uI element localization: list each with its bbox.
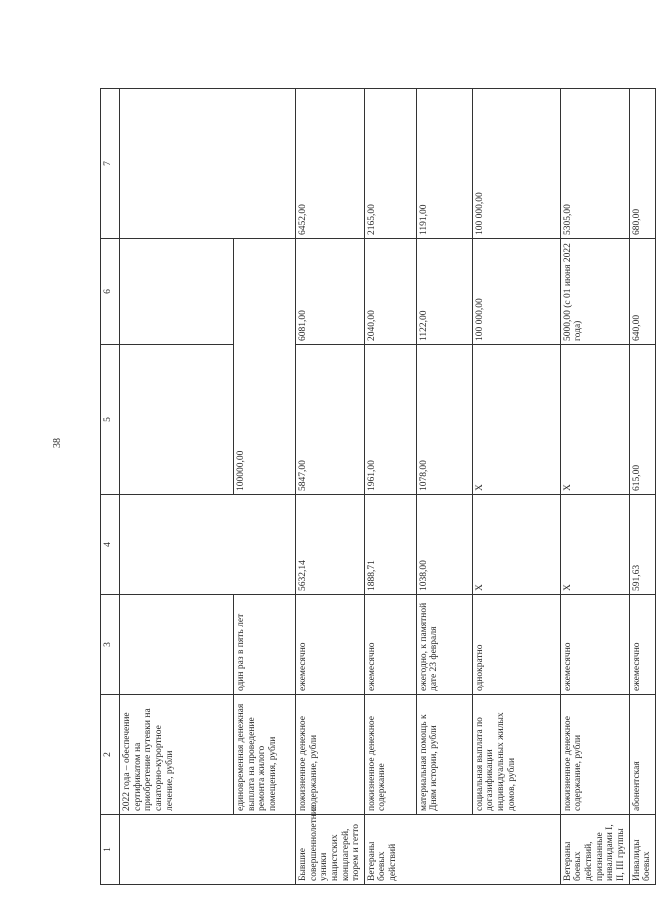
amount-cell	[120, 239, 234, 345]
amount-cell: X	[560, 345, 629, 495]
amount-cell: 640,00	[629, 239, 655, 345]
amount-cell: 5632,14	[296, 495, 365, 595]
rotated-table-container	[100, 89, 653, 885]
frequency-cell: один раз в пять лет	[234, 595, 296, 695]
frequency-cell	[120, 595, 234, 695]
category-cell: Ветераны боевых действий	[364, 815, 560, 885]
amount-cell: 5000,00 (с 01 июня 2022 года)	[560, 239, 629, 345]
category-cell	[120, 815, 296, 885]
amount-cell: 100 000,00	[472, 89, 560, 239]
header-cell: 5	[101, 345, 120, 495]
benefit-type-cell: пожизненное денежное содержание, рубли	[560, 695, 629, 815]
table-row	[472, 89, 560, 885]
amount-cell	[120, 495, 296, 595]
amount-cell: 100 000,00	[472, 239, 560, 345]
table-row	[629, 89, 655, 885]
frequency-cell: ежемесячно	[560, 595, 629, 695]
amount-cell: 680,00	[629, 89, 655, 239]
benefits-table	[100, 88, 656, 885]
amount-cell: 1078,00	[416, 345, 472, 495]
amount-cell: X	[560, 495, 629, 595]
header-cell: 1	[101, 815, 120, 885]
benefit-type-cell: единовременная денежная выплата на проведение ремонта жилого помещения, рубли	[234, 695, 296, 815]
benefit-type-cell: пожизненное денежное содержание	[364, 695, 416, 815]
category-cell: Инвалиды боевых	[629, 815, 655, 885]
table-row	[120, 89, 234, 885]
amount-cell-merged: 100000,00	[234, 239, 296, 495]
amount-cell: 2165,00	[364, 89, 416, 239]
amount-cell: 1191,00	[416, 89, 472, 239]
amount-cell: 1122,00	[416, 239, 472, 345]
amount-cell: 5305,00	[560, 89, 629, 239]
amount-cell: X	[472, 345, 560, 495]
benefit-type-cell: пожизненное денежное содержание, рубли	[296, 695, 365, 815]
benefit-type-cell: абонентская	[629, 695, 655, 815]
table-row	[416, 89, 472, 885]
amount-cell: X	[472, 495, 560, 595]
frequency-cell: ежегодно, к памятной дате 23 февраля	[416, 595, 472, 695]
amount-cell	[120, 345, 234, 495]
amount-cell: 6452,00	[296, 89, 365, 239]
page-number: 38	[52, 438, 63, 448]
benefit-type-cell: 2022 года – обеспечение сертификатом на приобретение путевки на санаторно-курортное лечение, рубли	[120, 695, 234, 815]
header-cell: 7	[101, 89, 120, 239]
amount-cell: 2040,00	[364, 239, 416, 345]
category-cell: Ветераны боевых действий, признанные инвалидами I, II, III группы	[560, 815, 629, 885]
frequency-cell: ежемесячно	[364, 595, 416, 695]
frequency-cell: однократно	[472, 595, 560, 695]
table-header-row	[101, 89, 120, 885]
amount-cell: 1038,00	[416, 495, 472, 595]
table-row	[364, 89, 416, 885]
amount-cell	[120, 89, 296, 239]
header-cell: 6	[101, 239, 120, 345]
amount-cell: 1961,00	[364, 345, 416, 495]
frequency-cell: ежемесячно	[296, 595, 365, 695]
table-row	[296, 89, 365, 885]
header-cell: 2	[101, 695, 120, 815]
benefit-type-cell: материальная помощь к Дням истории, рубли	[416, 695, 472, 815]
amount-cell: 6081,00	[296, 239, 365, 345]
amount-cell: 5847,00	[296, 345, 365, 495]
category-cell: Бывшие совершеннолетние узники нацистских концлагерей, тюрем и гетто	[296, 815, 365, 885]
table-row	[560, 89, 629, 885]
amount-cell: 591,63	[629, 495, 655, 595]
amount-cell: 1888,71	[364, 495, 416, 595]
amount-cell: 615,00	[629, 345, 655, 495]
header-cell: 4	[101, 495, 120, 595]
header-cell: 3	[101, 595, 120, 695]
frequency-cell: ежемесячно	[629, 595, 655, 695]
benefit-type-cell: социальная выплата по догазификации индивидуальных жилых домов, рубли	[472, 695, 560, 815]
